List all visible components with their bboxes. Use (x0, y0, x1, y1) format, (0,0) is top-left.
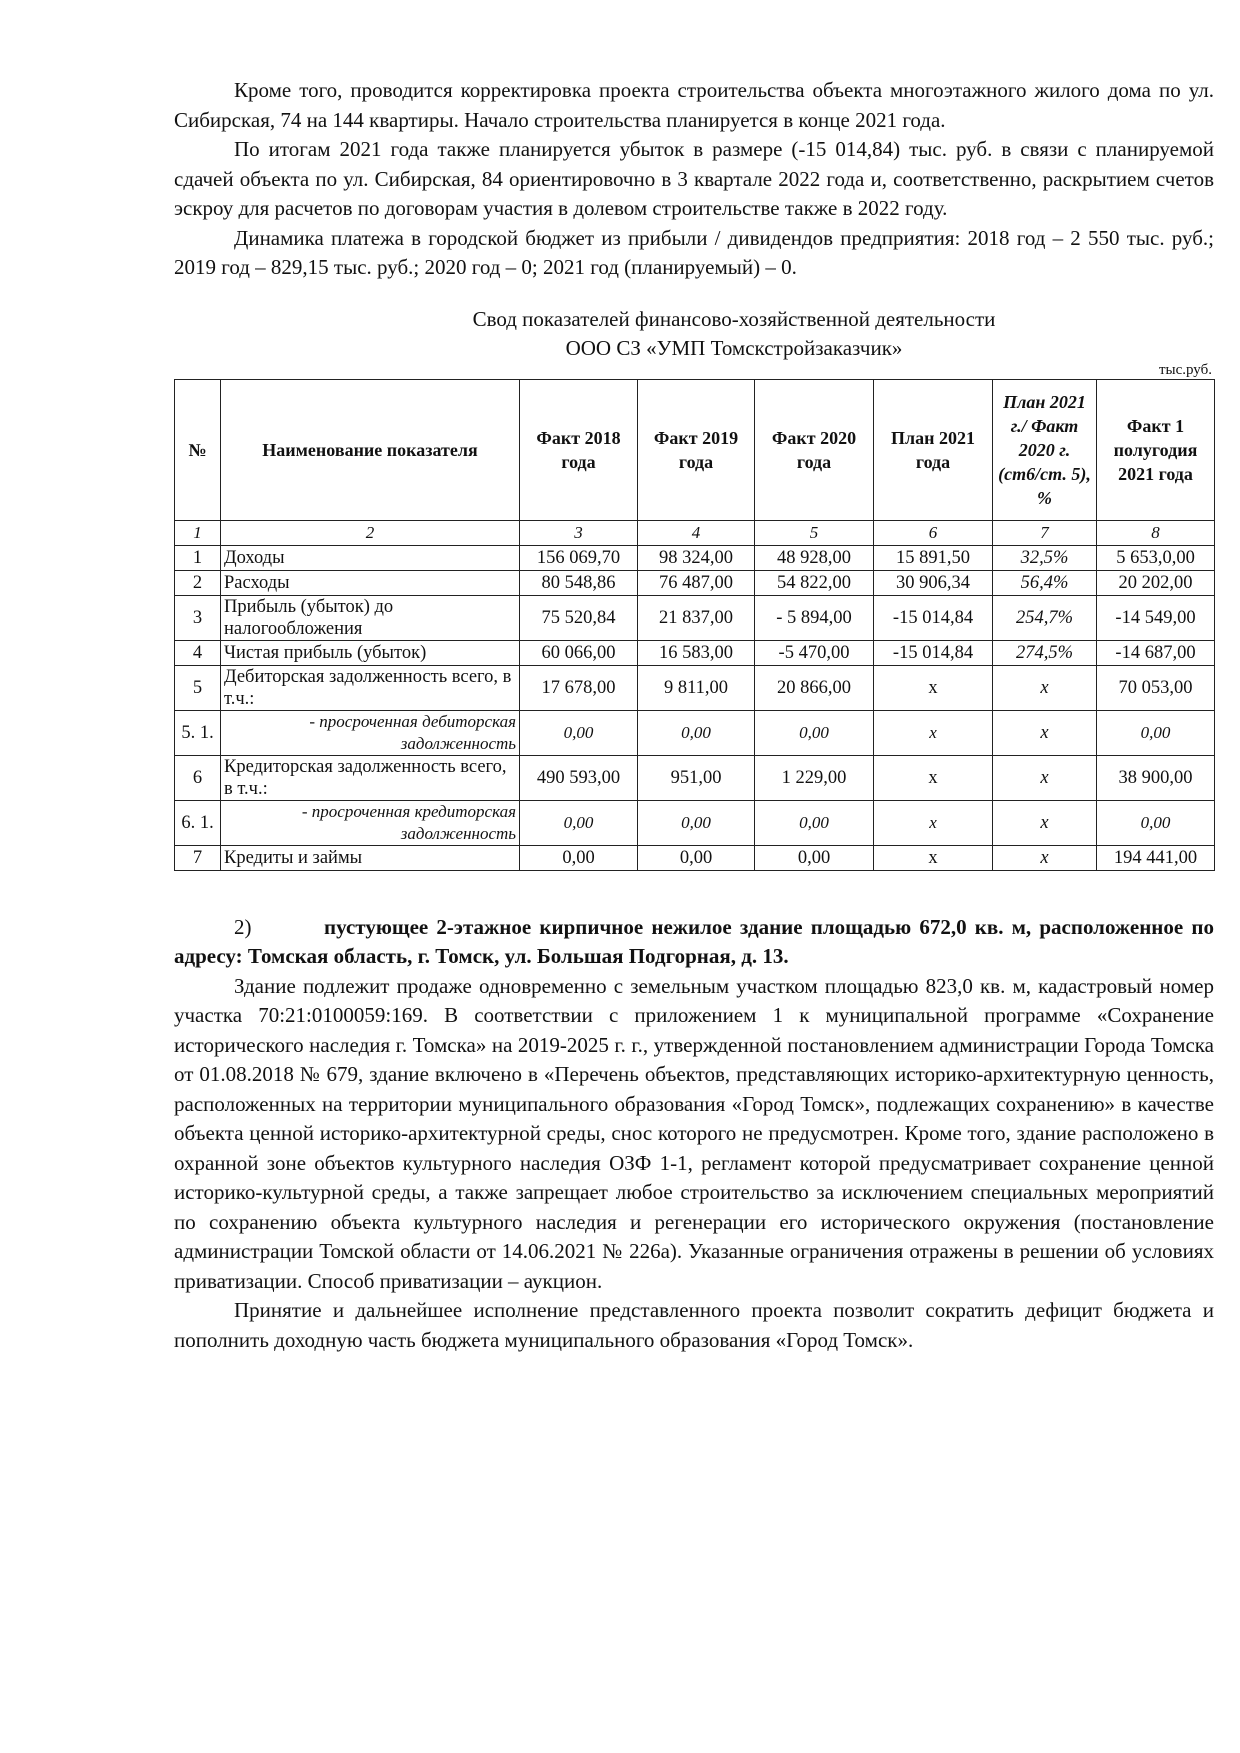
cell-pct: 274,5% (993, 640, 1097, 665)
row-number: 6 (175, 755, 221, 800)
row-name: - просроченная кредиторская задолженность (221, 800, 520, 845)
section-2-title: пустующее 2-этажное кирпичное нежилое здание площадью 672,0 кв. м, расположенное по адресу: Томская область, г. Томск, ул. Большая Подгорная, д. 13. (174, 914, 1214, 968)
colnum: 8 (1097, 520, 1215, 545)
conclusion-paragraph: Принятие и дальнейшее исполнение представленного проекта позволит сократить дефицит бюджета и пополнить доходную часть бюджета муниципального образования «Город Томск». (174, 1298, 1214, 1352)
cell-h1-2021: 194 441,00 (1097, 845, 1215, 870)
cell-h1-2021: 0,00 (1097, 710, 1215, 755)
cell-f2020: 20 866,00 (755, 665, 874, 710)
table-row (175, 545, 1215, 570)
cell-f2018: 75 520,84 (520, 595, 638, 640)
cell-pct: x (993, 665, 1097, 710)
section-2-body: Здание подлежит продаже одновременно с земельным участком площадью 823,0 кв. м, кадастровый номер участка 70:21:0100059:169. В соответствии с приложением 1 к муниципальной программе «Сохранение исторического наследия г. Томска» на 2019-2025 г. г., утвержденной постановлением администрации Города Томска от 01.08.2018 № 679, здание включено в «Перечень объектов, представляющих историко-архитектурную ценность, расположенных на территории муниципального образования «Город Томск», подлежащих сохранению» в качестве объекта ценной историко-архитектурной среды, снос которого не предусмотрен. Кроме того, здание расположено в охранной зоне объектов культурного наследия ОЗФ 1-1, регламент которой предусматривает сохранение ценной историко-культурной среды, а также запрещает любое строительство за исключением специальных мероприятий по сохранению объекта культурного наследия и регенерации его исторического окружения (постановление администрации Томской области от 14.06.2021 № 226а). Указанные ограничения отражены в решении об условиях приватизации. Способ приватизации – аукцион. (174, 973, 1214, 1293)
table-row (175, 800, 1215, 845)
cell-h1-2021: -14 687,00 (1097, 640, 1215, 665)
row-number: 7 (175, 845, 221, 870)
row-name: Расходы (221, 570, 520, 595)
colnum: 2 (221, 520, 520, 545)
table-title-line1: Свод показателей финансово-хозяйственной деятельности (472, 306, 996, 331)
table-units: тыс.руб. (1158, 361, 1212, 378)
row-name: Кредиторская задолженность всего, в т.ч.: (221, 755, 520, 800)
table-title (174, 305, 1214, 363)
table-row (175, 755, 1215, 800)
cell-f2019: 951,00 (638, 755, 755, 800)
row-name: Дебиторская задолженность всего, в т.ч.: (221, 665, 520, 710)
table-title-line2: ООО СЗ «УМП Томскстройзаказчик» (565, 335, 903, 360)
cell-p2021: 15 891,50 (874, 545, 993, 570)
row-number: 3 (175, 595, 221, 640)
document-page (174, 76, 1214, 1355)
table-row (175, 570, 1215, 595)
cell-h1-2021: 70 053,00 (1097, 665, 1215, 710)
cell-h1-2021: 20 202,00 (1097, 570, 1215, 595)
row-number: 2 (175, 570, 221, 595)
cell-f2020: - 5 894,00 (755, 595, 874, 640)
cell-f2018: 0,00 (520, 710, 638, 755)
cell-f2020: 54 822,00 (755, 570, 874, 595)
colnum: 4 (638, 520, 755, 545)
cell-p2021: x (874, 755, 993, 800)
header-name: Наименование показателя (221, 379, 520, 520)
table-row (175, 845, 1215, 870)
row-number: 5. 1. (175, 710, 221, 755)
table-body (175, 545, 1215, 870)
table-row (175, 595, 1215, 640)
cell-f2018: 0,00 (520, 845, 638, 870)
table-row (175, 665, 1215, 710)
cell-f2018: 80 548,86 (520, 570, 638, 595)
row-number: 6. 1. (175, 800, 221, 845)
paragraph-loss-2021: По итогам 2021 года также планируется убыток в размере (-15 014,84) тыс. руб. в связи с планируемой сдачей объекта по ул. Сибирская, 84 ориентировочно в 3 квартале 2022 года и, соответственно, раскрытием счетов эскроу для расчетов по договорам участия в долевом строительстве также в 2022 году. (174, 137, 1214, 220)
colnum: 6 (874, 520, 993, 545)
row-name: Прибыль (убыток) до налогообложения (221, 595, 520, 640)
cell-f2018: 60 066,00 (520, 640, 638, 665)
cell-pct: 254,7% (993, 595, 1097, 640)
cell-f2020: 0,00 (755, 845, 874, 870)
cell-f2019: 76 487,00 (638, 570, 755, 595)
table-row (175, 640, 1215, 665)
row-number: 4 (175, 640, 221, 665)
cell-h1-2021: 38 900,00 (1097, 755, 1215, 800)
cell-f2019: 0,00 (638, 800, 755, 845)
row-name: Кредиты и займы (221, 845, 520, 870)
header-fact-2019: Факт 2019 года (638, 379, 755, 520)
cell-p2021: -15 014,84 (874, 595, 993, 640)
cell-f2018: 490 593,00 (520, 755, 638, 800)
cell-h1-2021: 0,00 (1097, 800, 1215, 845)
cell-f2020: 1 229,00 (755, 755, 874, 800)
cell-h1-2021: 5 653,0,00 (1097, 545, 1215, 570)
cell-f2019: 9 811,00 (638, 665, 755, 710)
cell-f2019: 21 837,00 (638, 595, 755, 640)
colnum: 1 (175, 520, 221, 545)
paragraph-dividends: Динамика платежа в городской бюджет из прибыли / дивидендов предприятия: 2018 год – 2 550 тыс. руб.; 2019 год – 829,15 тыс. руб.; 2020 год – 0; 2021 год (планируемый) – 0. (174, 225, 1214, 279)
cell-pct: x (993, 845, 1097, 870)
cell-pct: 56,4% (993, 570, 1097, 595)
cell-f2020: 48 928,00 (755, 545, 874, 570)
cell-pct: x (993, 755, 1097, 800)
cell-p2021: x (874, 665, 993, 710)
cell-p2021: x (874, 710, 993, 755)
cell-pct: 32,5% (993, 545, 1097, 570)
header-fact-h1-2021: Факт 1 полугодия 2021 года (1097, 379, 1215, 520)
table-header-row (175, 379, 1215, 520)
cell-f2020: 0,00 (755, 800, 874, 845)
cell-h1-2021: -14 549,00 (1097, 595, 1215, 640)
row-number: 5 (175, 665, 221, 710)
header-plan-2021: План 2021 года (874, 379, 993, 520)
header-fact-2018: Факт 2018 года (520, 379, 638, 520)
cell-f2019: 0,00 (638, 845, 755, 870)
cell-p2021: x (874, 800, 993, 845)
cell-f2019: 16 583,00 (638, 640, 755, 665)
colnum: 7 (993, 520, 1097, 545)
section-2-heading (174, 913, 1214, 972)
row-name: Чистая прибыль (убыток) (221, 640, 520, 665)
table-row (175, 710, 1215, 755)
cell-f2019: 0,00 (638, 710, 755, 755)
cell-pct: x (993, 710, 1097, 755)
row-name: - просроченная дебиторская задолженность (221, 710, 520, 755)
section-2-number: 2) (234, 914, 252, 939)
cell-f2018: 0,00 (520, 800, 638, 845)
cell-p2021: -15 014,84 (874, 640, 993, 665)
cell-f2020: -5 470,00 (755, 640, 874, 665)
cell-pct: x (993, 800, 1097, 845)
paragraph-sibirskaya-74: Кроме того, проводится корректировка проекта строительства объекта многоэтажного жилого дома по ул. Сибирская, 74 на 144 квартиры. Начало строительства планируется в конце 2021 года. (174, 78, 1214, 132)
header-plan-fact-pct: План 2021 г./ Факт 2020 г. (ст6/ст. 5), % (993, 379, 1097, 520)
row-name: Доходы (221, 545, 520, 570)
financial-indicators-table (174, 379, 1215, 871)
row-number: 1 (175, 545, 221, 570)
column-numbers-row (175, 520, 1215, 545)
cell-f2018: 17 678,00 (520, 665, 638, 710)
cell-f2019: 98 324,00 (638, 545, 755, 570)
colnum: 3 (520, 520, 638, 545)
header-no: № (175, 379, 221, 520)
header-fact-2020: Факт 2020 года (755, 379, 874, 520)
cell-p2021: x (874, 845, 993, 870)
colnum: 5 (755, 520, 874, 545)
cell-f2018: 156 069,70 (520, 545, 638, 570)
cell-f2020: 0,00 (755, 710, 874, 755)
cell-p2021: 30 906,34 (874, 570, 993, 595)
